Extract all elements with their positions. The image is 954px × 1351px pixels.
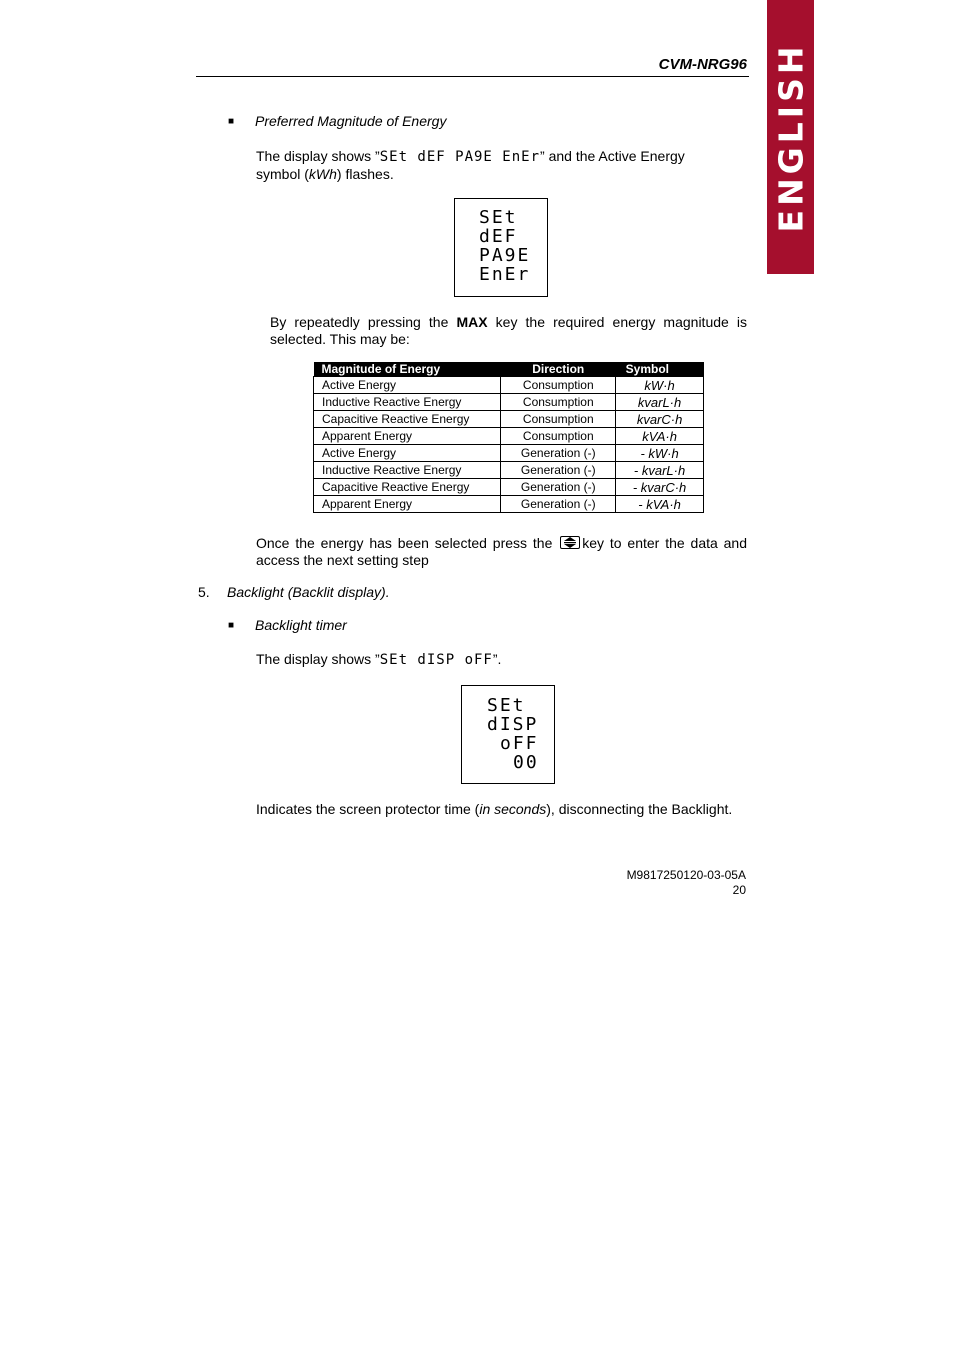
updown-key-icon bbox=[560, 536, 580, 549]
lcd-line: EnEr bbox=[479, 264, 531, 285]
display-code: SEt dISP oFF bbox=[379, 652, 493, 668]
table-cell: Apparent Energy bbox=[314, 428, 501, 445]
max-key-label: MAX bbox=[456, 314, 488, 330]
table-cell: Generation (-) bbox=[501, 445, 616, 462]
language-tab-label: ENGLISH bbox=[771, 42, 811, 232]
energy-display-paragraph bbox=[256, 148, 747, 183]
table-cell: Consumption bbox=[501, 377, 616, 394]
section-number: 5. bbox=[198, 584, 210, 600]
lcd-line: SEt bbox=[479, 207, 518, 228]
table-cell: Generation (-) bbox=[501, 479, 616, 496]
table-header-row bbox=[314, 362, 704, 377]
table-cell: kvarC·h bbox=[616, 411, 704, 428]
desc-post: ), disconnecting the Backlight. bbox=[546, 801, 733, 817]
table-row bbox=[314, 496, 704, 513]
table-cell: Consumption bbox=[501, 394, 616, 411]
display-text-post: ”. bbox=[492, 651, 502, 667]
table-cell: Generation (-) bbox=[501, 462, 616, 479]
table-cell: Inductive Reactive Energy bbox=[314, 462, 501, 479]
table-row bbox=[314, 411, 704, 428]
table-cell: Consumption bbox=[501, 428, 616, 445]
doc-code: M9817250120-03-05A bbox=[626, 868, 746, 882]
desc-ital: in seconds bbox=[479, 801, 547, 817]
backlight-bullet-title: Backlight timer bbox=[255, 617, 347, 633]
desc-pre: Indicates the screen protector time ( bbox=[256, 801, 480, 817]
lcd-line: 00 bbox=[513, 752, 539, 773]
once-text-pre: Once the energy has been selected press the bbox=[256, 535, 553, 551]
table-cell: Inductive Reactive Energy bbox=[314, 394, 501, 411]
table-cell: Active Energy bbox=[314, 377, 501, 394]
header-rule bbox=[196, 76, 749, 77]
table-header: Direction bbox=[501, 362, 616, 377]
table-cell: Consumption bbox=[501, 411, 616, 428]
once-selected-paragraph bbox=[256, 535, 747, 569]
table-row bbox=[314, 445, 704, 462]
once-text-post: key to enter the data and access the next setting step bbox=[256, 535, 748, 568]
model-title: CVM-NRG96 bbox=[658, 56, 747, 73]
table-row bbox=[314, 394, 704, 411]
table-cell: kW·h bbox=[616, 377, 704, 394]
bullet-icon: ■ bbox=[228, 620, 235, 631]
table-cell: - kW·h bbox=[616, 445, 704, 462]
table-cell: - kvarC·h bbox=[616, 479, 704, 496]
symbol-text-post: ) flashes. bbox=[336, 166, 394, 182]
backlight-description bbox=[256, 801, 747, 818]
display-text-pre: The display shows ” bbox=[256, 651, 380, 667]
table-header: Symbol bbox=[616, 362, 704, 377]
page-number: 20 bbox=[732, 883, 746, 897]
lcd-line: dEF bbox=[479, 226, 518, 247]
table-row bbox=[314, 377, 704, 394]
table-row bbox=[314, 462, 704, 479]
lcd-line: SEt bbox=[487, 695, 526, 716]
display-code: SEt dEF PA9E EnEr bbox=[379, 149, 541, 165]
energy-magnitude-table bbox=[313, 362, 704, 513]
table-cell: Capacitive Reactive Energy bbox=[314, 479, 501, 496]
table-row bbox=[314, 479, 704, 496]
display-text-pre: The display shows ” bbox=[256, 148, 380, 164]
table-cell: Capacitive Reactive Energy bbox=[314, 411, 501, 428]
table-cell: Generation (-) bbox=[501, 496, 616, 513]
energy-bullet-title: Preferred Magnitude of Energy bbox=[255, 113, 447, 129]
lcd-display-backlight bbox=[461, 685, 555, 784]
max-text-post: key the required energy magnitude is selected. This may be: bbox=[270, 314, 748, 347]
backlight-section-title: Backlight (Backlit display). bbox=[227, 584, 390, 600]
language-tab bbox=[767, 0, 814, 274]
table-cell: Active Energy bbox=[314, 445, 501, 462]
table-cell: kvarL·h bbox=[616, 394, 704, 411]
table-cell: - kVA·h bbox=[616, 496, 704, 513]
table-header: Magnitude of Energy bbox=[314, 362, 501, 377]
table-cell: Apparent Energy bbox=[314, 496, 501, 513]
symbol-text-pre: symbol ( bbox=[256, 166, 309, 182]
display-text-post: ” and the Active Energy bbox=[540, 148, 685, 164]
bullet-icon: ■ bbox=[228, 116, 235, 127]
max-key-paragraph bbox=[270, 314, 747, 348]
backlight-display-paragraph bbox=[256, 651, 501, 669]
table-cell: - kvarL·h bbox=[616, 462, 704, 479]
lcd-line: PA9E bbox=[479, 245, 531, 266]
symbol-unit: kWh bbox=[308, 166, 337, 182]
table-cell: kVA·h bbox=[616, 428, 704, 445]
lcd-display-energy bbox=[454, 198, 548, 297]
table-row bbox=[314, 428, 704, 445]
lcd-line: dISP bbox=[487, 714, 539, 735]
max-text-pre: By repeatedly pressing the bbox=[270, 314, 457, 330]
lcd-line: oFF bbox=[500, 733, 539, 754]
